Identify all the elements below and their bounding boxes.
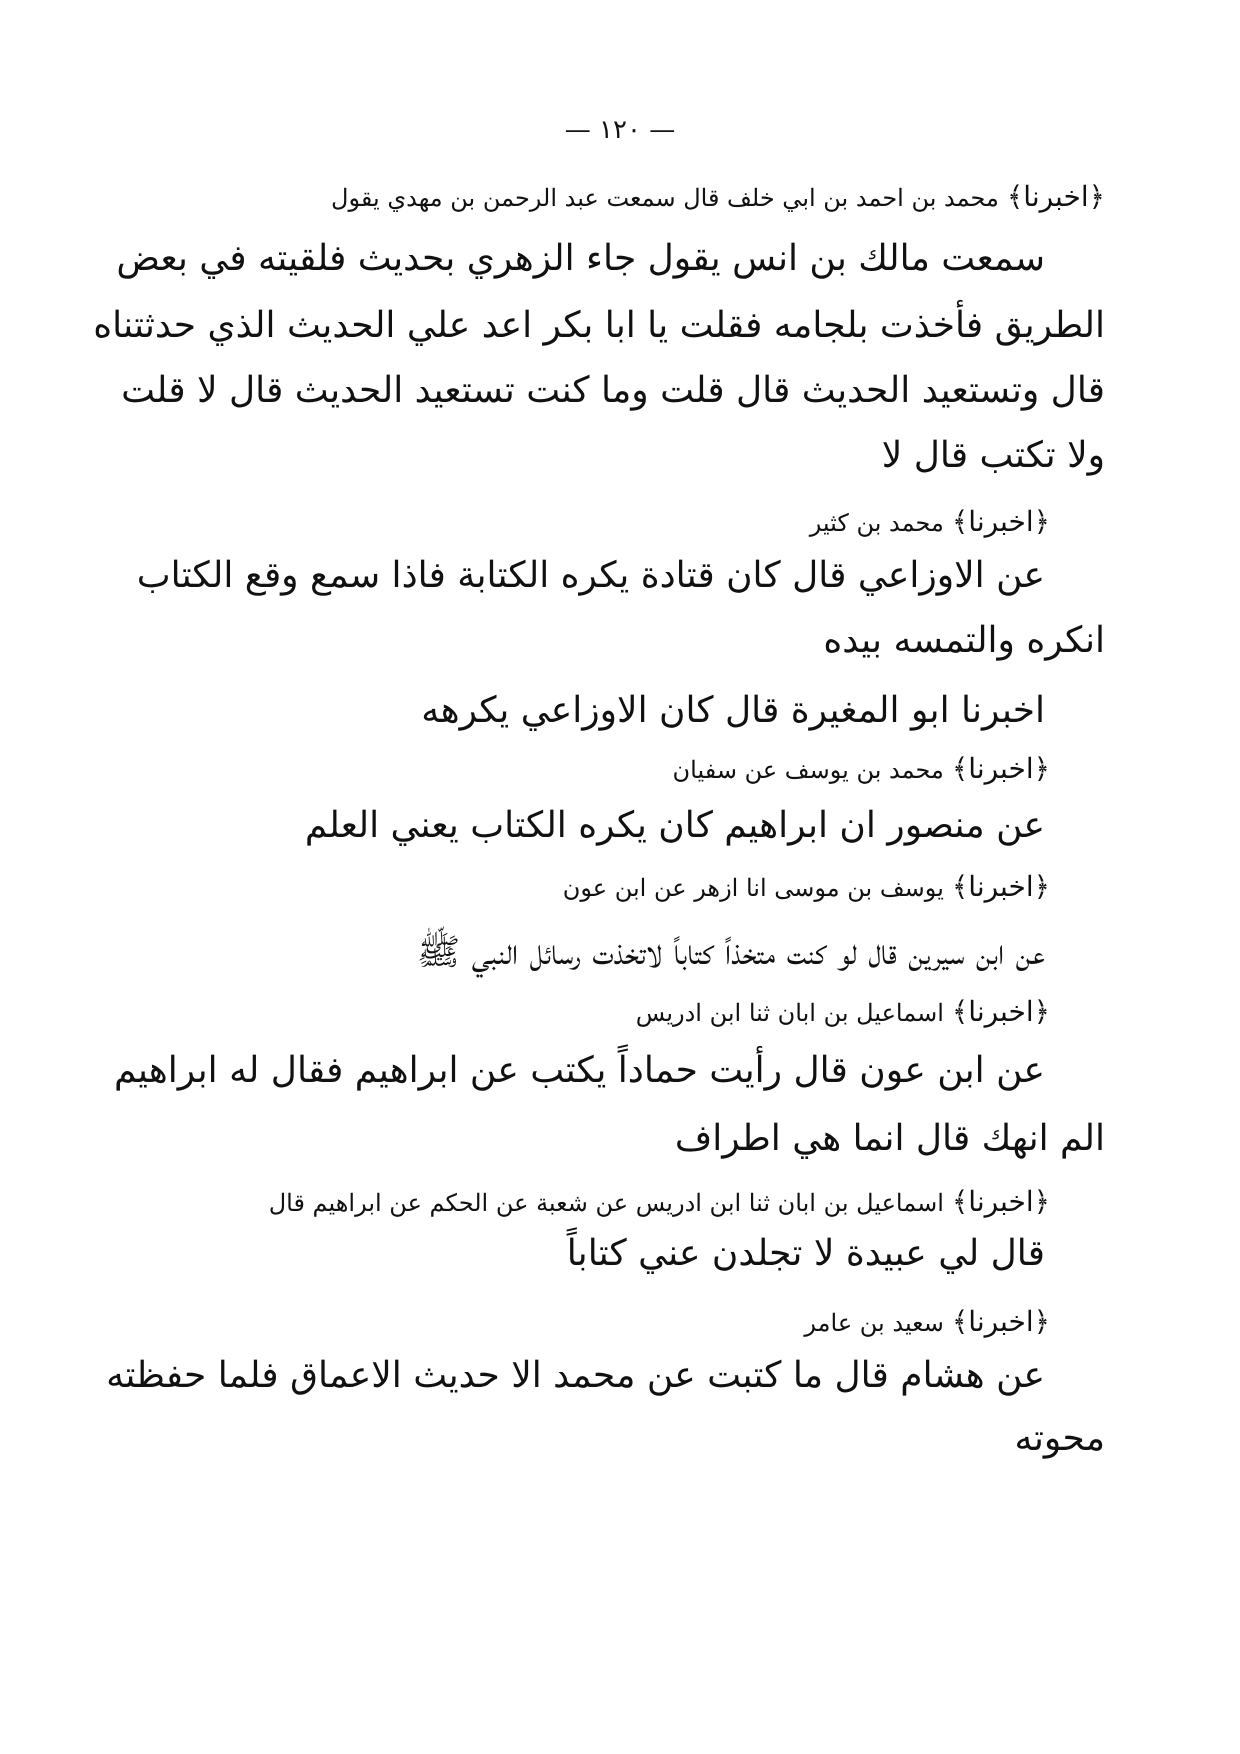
line-text: ولا تكتب قال لا bbox=[881, 435, 1105, 476]
isnad-marker: ﴿اخبرنا﴾ bbox=[951, 752, 1050, 785]
isnad-line bbox=[563, 870, 1050, 903]
line-text: عن الاوزاعي قال كان قتادة يكره الكتابة فاذا سمع وقع الكتاب bbox=[136, 555, 1045, 596]
text-line bbox=[114, 1050, 1045, 1091]
line-text: قال لي عبيدة لا تجلدن عني كتاباً bbox=[566, 1233, 1045, 1274]
isnad-line bbox=[269, 1185, 1050, 1218]
line-text: عن ابن سيرين قال لو كنت متخذاً كتاباً لاتخذت رسائل النبي ﷺ bbox=[416, 932, 1045, 973]
isnad-marker: ﴿اخبرنا﴾ bbox=[951, 1185, 1050, 1218]
isnad-line bbox=[810, 505, 1050, 538]
line-text: عن ابن عون قال رأيت حماداً يكتب عن ابراهيم فقال له ابراهيم bbox=[113, 1050, 1045, 1091]
line-text: سمعت مالك بن انس يقول جاء الزهري بحديث فلقيته في بعض bbox=[116, 238, 1045, 279]
line-text: اسماعيل بن ابان ثنا ابن ادريس عن شعبة عن الحكم عن ابراهيم قال bbox=[268, 1189, 944, 1217]
line-text: اخبرنا ابو المغيرة قال كان الاوزاعي يكرهه bbox=[421, 690, 1045, 731]
line-text: الطريق فأخذت بلجامه فقلت يا ابا بكر اعد علي الحديث الذي حدثتناه bbox=[93, 305, 1105, 346]
line-text: قال وتستعيد الحديث قال قلت وما كنت تستعيد الحديث قال لا قلت bbox=[121, 370, 1105, 411]
text-line bbox=[93, 305, 1105, 346]
isnad-marker: ﴿اخبرنا﴾ bbox=[1006, 180, 1105, 213]
line-text: عن منصور ان ابراهيم كان يكره الكتاب يعني العلم bbox=[304, 805, 1045, 846]
line-text: سعيد بن عامر bbox=[804, 1309, 944, 1337]
isnad-marker: ﴿اخبرنا﴾ bbox=[951, 505, 1050, 538]
isnad-marker: ﴿اخبرنا﴾ bbox=[951, 870, 1050, 903]
text-line bbox=[116, 238, 1045, 279]
text-line bbox=[305, 805, 1045, 846]
text-line bbox=[121, 370, 1105, 411]
text-line bbox=[421, 690, 1045, 731]
line-text: الم انهك قال انما هي اطراف bbox=[674, 1118, 1105, 1159]
isnad-line bbox=[636, 995, 1050, 1028]
text-line bbox=[882, 435, 1105, 476]
text-line bbox=[823, 620, 1105, 661]
isnad-marker: ﴿اخبرنا﴾ bbox=[951, 1305, 1050, 1338]
line-text: محمد بن يوسف عن سفيان bbox=[672, 756, 944, 784]
line-text: انكره والتمسه بيده bbox=[823, 620, 1105, 661]
text-line bbox=[417, 930, 1045, 982]
isnad-line bbox=[804, 1305, 1050, 1338]
line-text: يوسف بن موسى انا ازهر عن ابن عون bbox=[562, 874, 944, 902]
isnad-line bbox=[673, 752, 1050, 785]
isnad-marker: ﴿اخبرنا﴾ bbox=[951, 995, 1050, 1028]
isnad-line bbox=[331, 180, 1105, 213]
line-text: محمد بن كثير bbox=[809, 509, 944, 537]
line-text: عن هشام قال ما كتبت عن محمد الا حديث الاعماق فلما حفظته bbox=[106, 1355, 1045, 1396]
text-line bbox=[106, 1355, 1045, 1396]
page-number: — ١٢٠ — bbox=[564, 115, 676, 145]
text-line bbox=[1015, 1418, 1105, 1459]
line-text: محمد بن احمد بن ابي خلف قال سمعت عبد الرحمن بن مهدي يقول bbox=[331, 184, 999, 212]
line-text: اسماعيل بن ابان ثنا ابن ادريس bbox=[635, 999, 944, 1027]
text-line bbox=[567, 1233, 1045, 1274]
text-line bbox=[675, 1118, 1105, 1159]
line-text: محوته bbox=[1014, 1418, 1105, 1459]
text-line bbox=[137, 555, 1045, 596]
